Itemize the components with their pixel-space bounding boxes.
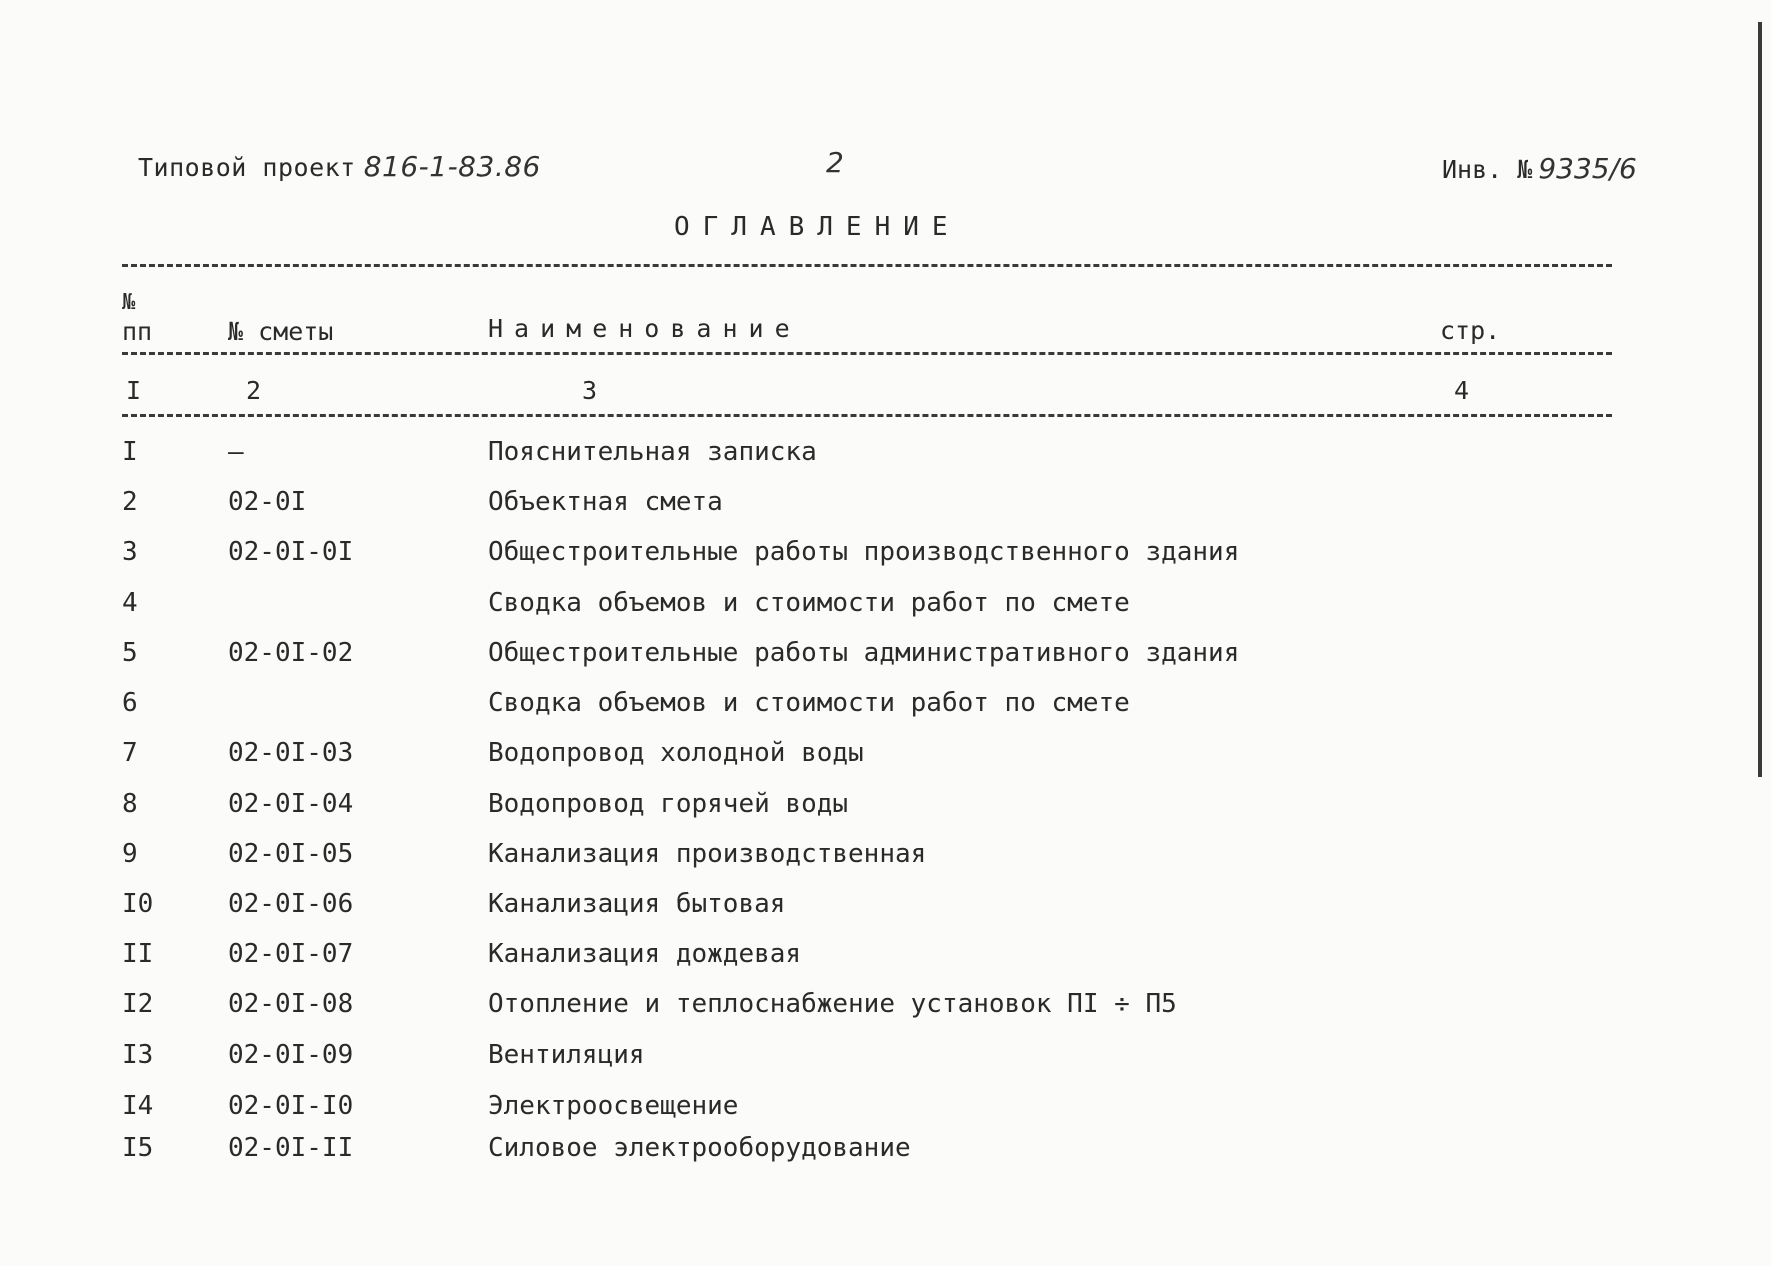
row-name: Отопление и теплоснабжение установок ПI ÷ П5 [488,989,1177,1019]
inventory-value: 9335/6 [1538,152,1637,185]
inventory-label: Инв. № [1442,155,1533,184]
row-number: 7 [122,738,138,768]
table-row [0,789,1771,829]
row-number: II [122,939,154,969]
row-number: 9 [122,839,138,869]
row-smeta: 02-0I-05 [228,839,354,869]
row-name: Силовое электрооборудование [488,1133,911,1163]
table-top-rule [122,264,1612,267]
row-smeta: 02-0I-02 [228,638,354,668]
row-name: Водопровод горячей воды [488,789,849,819]
row-name: Вентиляция [488,1040,645,1070]
row-smeta: 02-0I-04 [228,789,354,819]
row-smeta: 02-0I-I0 [228,1091,354,1121]
column-header-no: пп [122,317,153,346]
table-row [0,487,1771,527]
row-name: Водопровод холодной воды [488,738,864,768]
column-number-3: 3 [582,376,598,405]
table-row [0,839,1771,879]
row-number: I5 [122,1133,154,1163]
row-name: Канализация производственная [488,839,927,869]
project-header [138,150,541,183]
row-name: Канализация бытовая [488,889,786,919]
scan-edge-line [1758,22,1762,777]
column-number-rule [122,414,1612,417]
page-number: 2 [826,146,844,179]
row-name: Канализация дождевая [488,939,802,969]
table-row [0,989,1771,1029]
row-smeta: 02-0I-09 [228,1040,354,1070]
row-name: Сводка объемов и стоимости работ по смете [488,588,1130,618]
table-row [0,638,1771,678]
table-row [0,1091,1771,1131]
row-smeta: 02-0I-03 [228,738,354,768]
row-number: 3 [122,537,138,567]
inventory-number [1442,152,1637,185]
row-smeta: 02-0I-08 [228,989,354,1019]
table-row [0,437,1771,477]
column-header-name: Наименование [488,314,801,343]
row-smeta: 02-0I-0I [228,537,354,567]
row-number: 5 [122,638,138,668]
row-smeta: – [228,437,244,467]
row-name: Объектная смета [488,487,723,517]
row-number: I [122,437,138,467]
row-smeta: 02-0I-06 [228,889,354,919]
table-row [0,939,1771,979]
row-name: Электроосвещение [488,1091,739,1121]
project-label: Типовой проект [138,153,356,182]
table-row [0,1133,1771,1173]
row-number: 2 [122,487,138,517]
page-title: ОГЛАВЛЕНИЕ [674,212,961,242]
row-number: 4 [122,588,138,618]
table-row [0,588,1771,628]
row-number: I0 [122,889,154,919]
column-header-page: стр. [1440,316,1501,345]
row-name: Сводка объемов и стоимости работ по смете [488,688,1130,718]
table-row [0,738,1771,778]
row-name: Общестроительные работы производственного здания [488,537,1240,567]
header-rule [122,352,1612,355]
table-row [0,537,1771,577]
column-number-4: 4 [1454,376,1470,405]
row-smeta: 02-0I-II [228,1133,354,1163]
row-number: I2 [122,989,154,1019]
table-row [0,688,1771,728]
column-number-2: 2 [246,376,262,405]
column-header-no-symbol: № [122,290,136,315]
table-row [0,889,1771,929]
row-number: 6 [122,688,138,718]
project-number: 816-1-83.86 [363,150,541,183]
column-number-1: I [126,376,142,405]
table-row [0,1040,1771,1080]
row-smeta: 02-0I-07 [228,939,354,969]
row-smeta: 02-0I [228,487,307,517]
row-name: Пояснительная записка [488,437,817,467]
column-header-smeta: № сметы [228,317,334,346]
row-number: I3 [122,1040,154,1070]
row-number: 8 [122,789,138,819]
row-name: Общестроительные работы административного здания [488,638,1240,668]
row-number: I4 [122,1091,154,1121]
